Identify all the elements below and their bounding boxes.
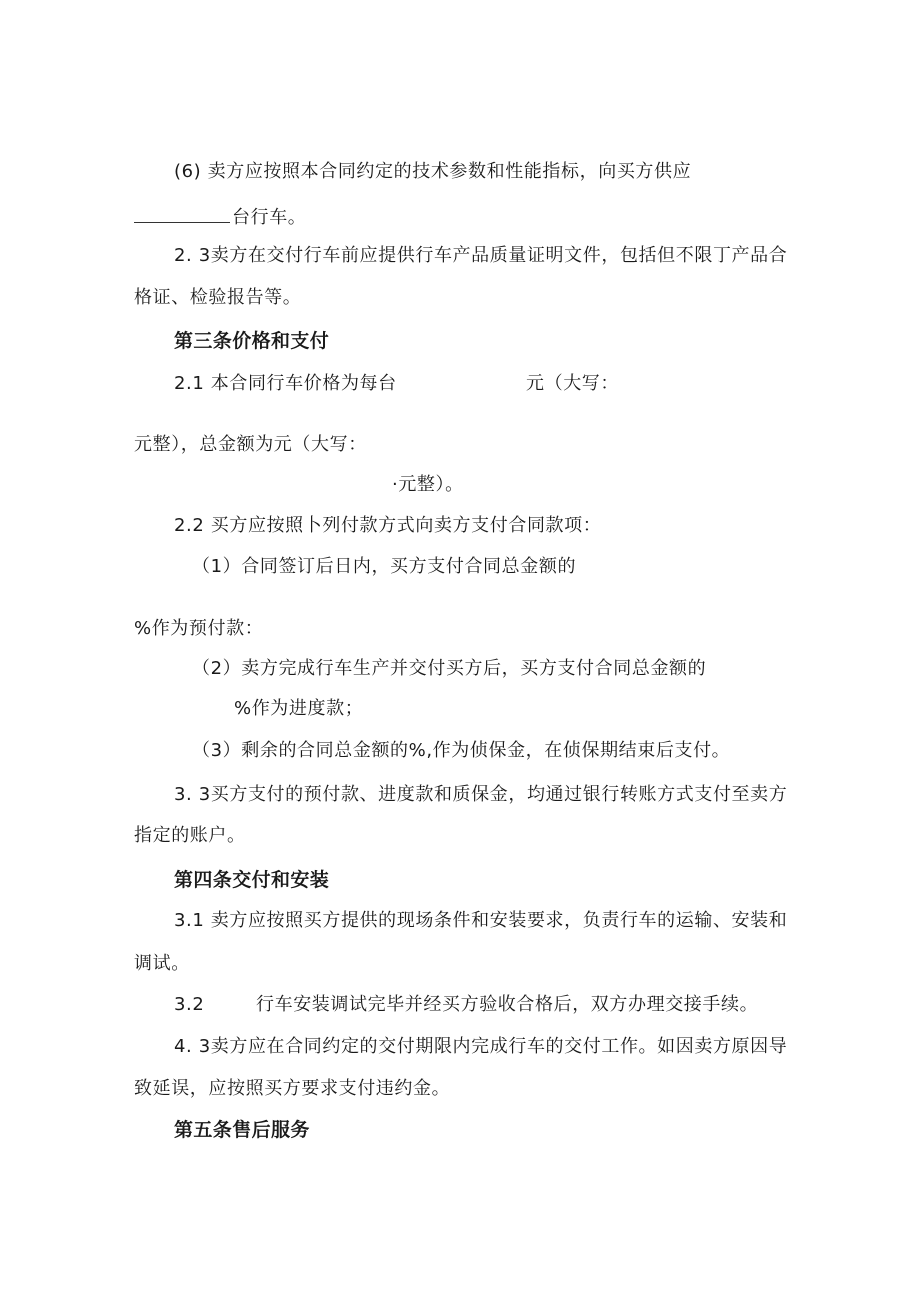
clause-line: %作为预付款： — [134, 618, 264, 639]
clause-line: (6) 卖方应按照本合同约定的技术参数和性能指标，向买方供应 — [174, 161, 692, 182]
clause-line: 2. 3卖方在交付行车前应提供行车产品质量证明文件，包括但不限丁产品合 — [174, 245, 788, 266]
clause-line: 2.2 买方应按照卜列付款方式向卖方支付合同款项： — [174, 515, 602, 536]
clause-line: （2）卖方完成行车生产并交付买方后，买方支付合同总金额的 — [192, 658, 707, 679]
clause-line — [134, 204, 306, 230]
section-heading: 第五条售后服务 — [174, 1119, 310, 1141]
clause-line: 指定的账户。 — [134, 825, 246, 846]
clause-line: （3）剩余的合同总金额的%,作为侦保金，在侦保期结束后支付。 — [192, 740, 731, 761]
clause-line: 致延误，应按照买方要求支付违约金。 — [134, 1078, 451, 1099]
fill-blank — [134, 204, 230, 223]
clause-line: 3. 3买方支付的预付款、进度款和质保金，均通过银行转账方式支付至卖方 — [174, 784, 788, 805]
clause-line: 行车安装调试完毕并经买方验收合格后，双方办理交接手续。 — [256, 994, 759, 1015]
clause-line: ·元整）。 — [392, 474, 464, 495]
clause-line: 元整），总金额为元（大写： — [134, 434, 367, 455]
clause-text: 台行车。 — [232, 207, 307, 228]
clause-line: %作为进度款； — [234, 698, 364, 719]
clause-line: 3.2 — [174, 994, 205, 1015]
clause-line: 格证、检验报告等。 — [134, 287, 302, 308]
clause-line: 2.1 本合同行车价格为每台 — [174, 373, 397, 394]
clause-line: 3.1 卖方应按照买方提供的现场条件和安装要求，负责行车的运输、安装和 — [174, 910, 788, 931]
clause-line: 4. 3卖方应在合同约定的交付期限内完成行车的交付工作。如因卖方原因导 — [174, 1036, 788, 1057]
clause-line: 调试。 — [134, 953, 190, 974]
clause-line: （1）合同签订后日内，买方支付合同总金额的 — [192, 556, 577, 577]
section-heading: 第四条交付和安装 — [174, 869, 330, 891]
section-heading: 第三条价格和支付 — [174, 330, 330, 352]
clause-line: 元（大写： — [526, 373, 619, 394]
